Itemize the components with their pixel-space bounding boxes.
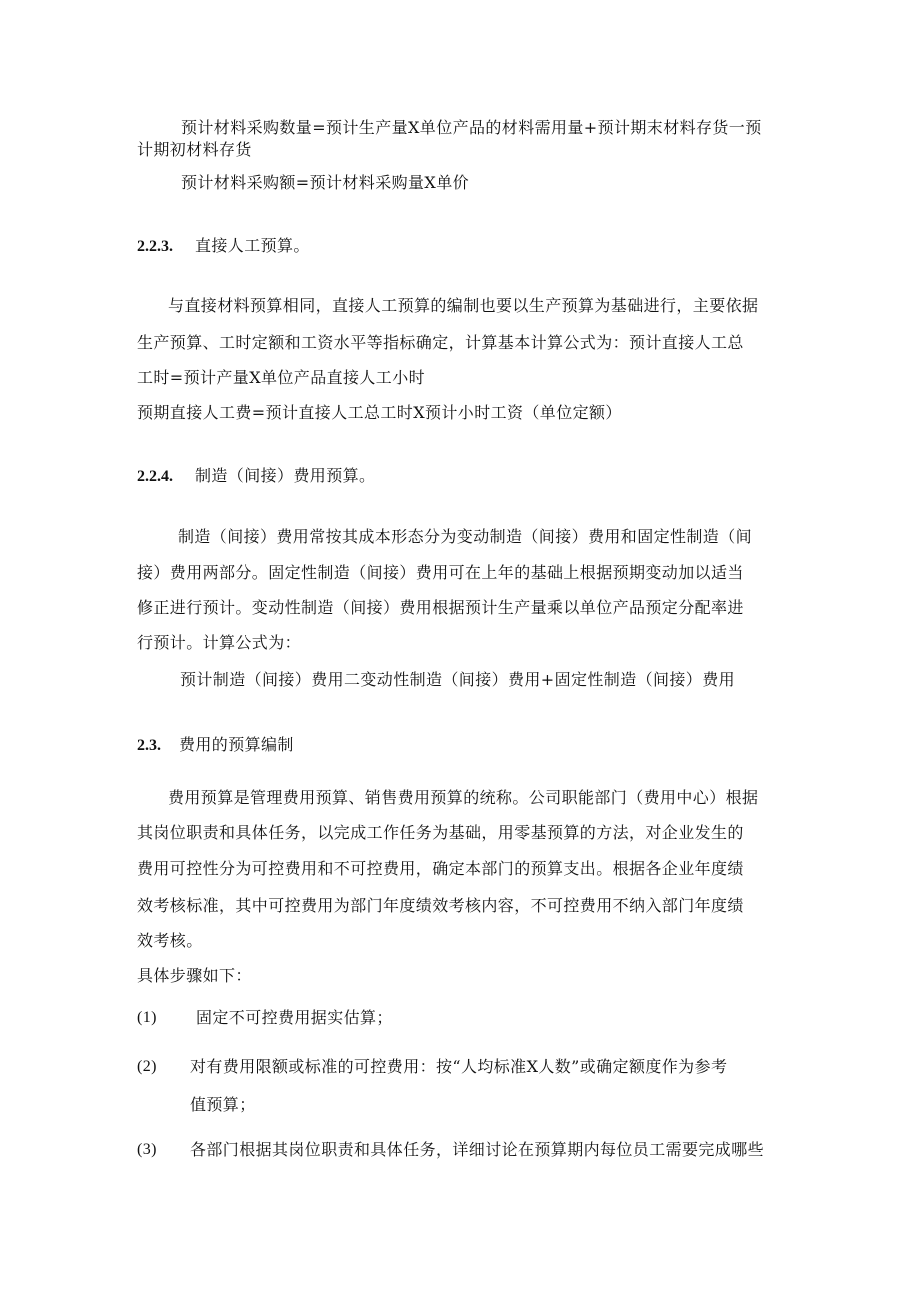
section-title: 直接人工预算。	[195, 236, 310, 255]
paragraph-line: 预期直接人工费=预计直接人工总工时X预计小时工资（单位定额）	[137, 403, 622, 422]
section-title: 费用的预算编制	[179, 735, 294, 754]
paragraph-line: 效考核。	[137, 931, 203, 950]
section-number: 2.3.	[137, 737, 161, 754]
list-item-text-continued: 值预算；	[190, 1095, 256, 1114]
section-number: 2.2.4.	[137, 468, 173, 485]
paragraph-line: 效考核标准，其中可控费用为部门年度绩效考核内容，不可控费用不纳入部门年度绩	[137, 896, 744, 915]
paragraph-line: 生产预算、工时定额和工资水平等指标确定，计算基本计算公式为：预计直接人工总	[137, 333, 744, 352]
paragraph-line: 与直接材料预算相同，直接人工预算的编制也要以生产预算为基础进行，主要依据	[168, 296, 759, 315]
section-title: 制造（间接）费用预算。	[195, 466, 376, 485]
paragraph-line: 其岗位职责和具体任务，以完成工作任务为基础，用零基预算的方法，对企业发生的	[137, 823, 744, 842]
formula-purchase-quantity-line1: 预计材料采购数量=预计生产量X单位产品的材料需用量+预计期末材料存货一预	[181, 118, 762, 137]
paragraph-line: 费用可控性分为可控费用和不可控费用，确定本部门的预算支出。根据各企业年度绩	[137, 859, 744, 878]
section-heading-2-2-3	[137, 236, 310, 257]
section-number: 2.2.3.	[137, 238, 173, 255]
paragraph-line: 行预计。计算公式为：	[137, 633, 302, 652]
paragraph-line: 费用预算是管理费用预算、销售费用预算的统称。公司职能部门（费用中心）根据	[168, 788, 759, 807]
paragraph-line: 制造（间接）费用常按其成本形态分为变动制造（间接）费用和固定性制造（间	[178, 527, 753, 546]
list-item-text: 固定不可控费用据实估算；	[196, 1008, 393, 1027]
formula-manufacturing-overhead: 预计制造（间接）费用二变动性制造（间接）费用+固定性制造（间接）费用	[180, 670, 736, 689]
paragraph-line: 修正进行预计。变动性制造（间接）费用根据预计生产量乘以单位产品预定分配率进	[137, 598, 744, 617]
list-item-step-2	[137, 1057, 787, 1117]
list-item-text: 对有费用限额或标准的可控费用：按“人均标准X人数”或确定额度作为参考	[190, 1057, 728, 1076]
paragraph-line: 工时=预计产量X单位产品直接人工小时	[137, 368, 425, 387]
formula-purchase-amount: 预计材料采购额=预计材料采购量X单价	[181, 173, 469, 192]
formula-purchase-quantity-line2: 计期初材料存货	[137, 140, 252, 159]
list-item-index: (2)	[137, 1058, 157, 1075]
steps-intro: 具体步骤如下：	[137, 966, 252, 985]
section-heading-2-2-4	[137, 466, 375, 487]
list-item-index: (3)	[137, 1141, 157, 1158]
list-item-text: 各部门根据其岗位职责和具体任务，详细讨论在预算期内每位员工需要完成哪些	[190, 1140, 765, 1159]
paragraph-line: 接）费用两部分。固定性制造（间接）费用可在上年的基础上根据预期变动加以适当	[137, 563, 744, 582]
section-heading-2-3	[137, 735, 294, 756]
list-item-index: (1)	[137, 1009, 157, 1026]
